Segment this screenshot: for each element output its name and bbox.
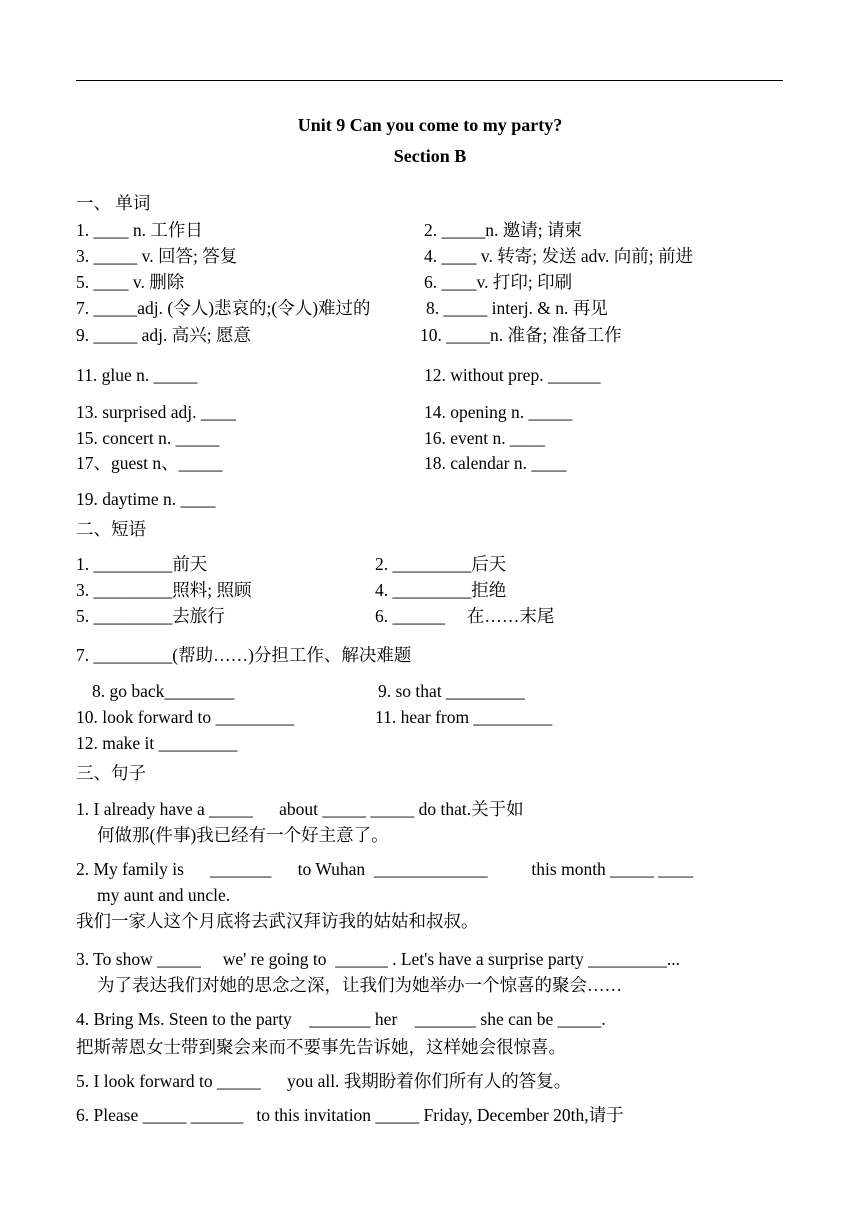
page-title: Unit 9 Can you come to my party? bbox=[297, 115, 563, 135]
word-item: 16. event n. ____ bbox=[424, 428, 546, 448]
word-item: 3. _____ v. 回答; 答复 bbox=[76, 246, 238, 266]
phrase-item: 11. hear from _________ bbox=[375, 707, 553, 727]
word-item: 13. surprised adj. ____ bbox=[76, 402, 236, 422]
word-item: 15. concert n. _____ bbox=[76, 428, 220, 448]
phrase-item: 7. _________(帮助……)分担工作、解决难题 bbox=[76, 645, 412, 665]
sentence-line: 5. I look forward to _____ you all. 我期盼着你们所有人的答复。 bbox=[76, 1071, 572, 1091]
phrase-item: 9. so that _________ bbox=[378, 681, 525, 701]
word-item: 5. ____ v. 删除 bbox=[76, 272, 185, 292]
word-item: 12. without prep. ______ bbox=[424, 365, 601, 385]
sentence-line: 3. To show _____ we' re going to ______ . Let's have a surprise party _________... bbox=[76, 949, 681, 969]
word-item: 10. _____n. 准备; 准备工作 bbox=[420, 325, 622, 345]
sentence-line: 何做那(件事)我已经有一个好主意了。 bbox=[97, 825, 389, 845]
word-item: 18. calendar n. ____ bbox=[424, 453, 567, 473]
phrase-item: 8. go back________ bbox=[92, 681, 235, 701]
phrase-item: 2. _________后天 bbox=[375, 554, 507, 574]
word-item: 9. _____ adj. 高兴; 愿意 bbox=[76, 325, 251, 345]
sentence-line: 2. My family is _______ to Wuhan _____________ this month _____ ____ bbox=[76, 859, 694, 879]
phrases-heading: 二、短语 bbox=[76, 519, 146, 539]
sentences-heading: 三、句子 bbox=[76, 763, 146, 783]
sentence-line: 4. Bring Ms. Steen to the party _______ her _______ she can be _____. bbox=[76, 1009, 606, 1029]
word-item: 8. _____ interj. & n. 再见 bbox=[426, 298, 608, 318]
header-rule bbox=[76, 80, 783, 81]
word-item: 11. glue n. _____ bbox=[76, 365, 198, 385]
phrase-item: 3. _________照料; 照顾 bbox=[76, 580, 252, 600]
page-subtitle: Section B bbox=[393, 146, 467, 166]
phrase-item: 1. _________前天 bbox=[76, 554, 208, 574]
word-item: 19. daytime n. ____ bbox=[76, 489, 216, 509]
phrase-item: 12. make it _________ bbox=[76, 733, 238, 753]
word-item: 1. ____ n. 工作日 bbox=[76, 220, 203, 240]
word-item: 17、guest n、_____ bbox=[76, 453, 223, 473]
sentence-line: my aunt and uncle. bbox=[97, 885, 231, 905]
sentence-line: 为了表达我们对她的思念之深，让我们为她举办一个惊喜的聚会…… bbox=[97, 975, 622, 995]
word-item: 4. ____ v. 转寄; 发送 adv. 向前; 前进 bbox=[424, 246, 693, 266]
words-heading: 一、 单词 bbox=[76, 193, 151, 213]
sentence-line: 6. Please _____ ______ to this invitation _____ Friday, December 20th,请于 bbox=[76, 1105, 624, 1125]
phrase-item: 5. _________去旅行 bbox=[76, 606, 225, 626]
phrase-item: 10. look forward to _________ bbox=[76, 707, 295, 727]
sentence-line: 把斯蒂恩女士带到聚会来而不要事先告诉她，这样她会很惊喜。 bbox=[76, 1037, 566, 1057]
sentence-line: 我们一家人这个月底将去武汉拜访我的姑姑和叔叔。 bbox=[76, 911, 479, 931]
sentence-line: 1. I already have a _____ about _____ _____ do that.关于如 bbox=[76, 799, 524, 819]
phrase-item: 6. ______ 在……末尾 bbox=[375, 606, 555, 626]
word-item: 7. _____adj. (令人)悲哀的;(令人)难过的 bbox=[76, 298, 371, 318]
word-item: 14. opening n. _____ bbox=[424, 402, 573, 422]
word-item: 6. ____v. 打印; 印刷 bbox=[424, 272, 573, 292]
phrase-item: 4. _________拒绝 bbox=[375, 580, 507, 600]
word-item: 2. _____n. 邀请; 请柬 bbox=[424, 220, 582, 240]
